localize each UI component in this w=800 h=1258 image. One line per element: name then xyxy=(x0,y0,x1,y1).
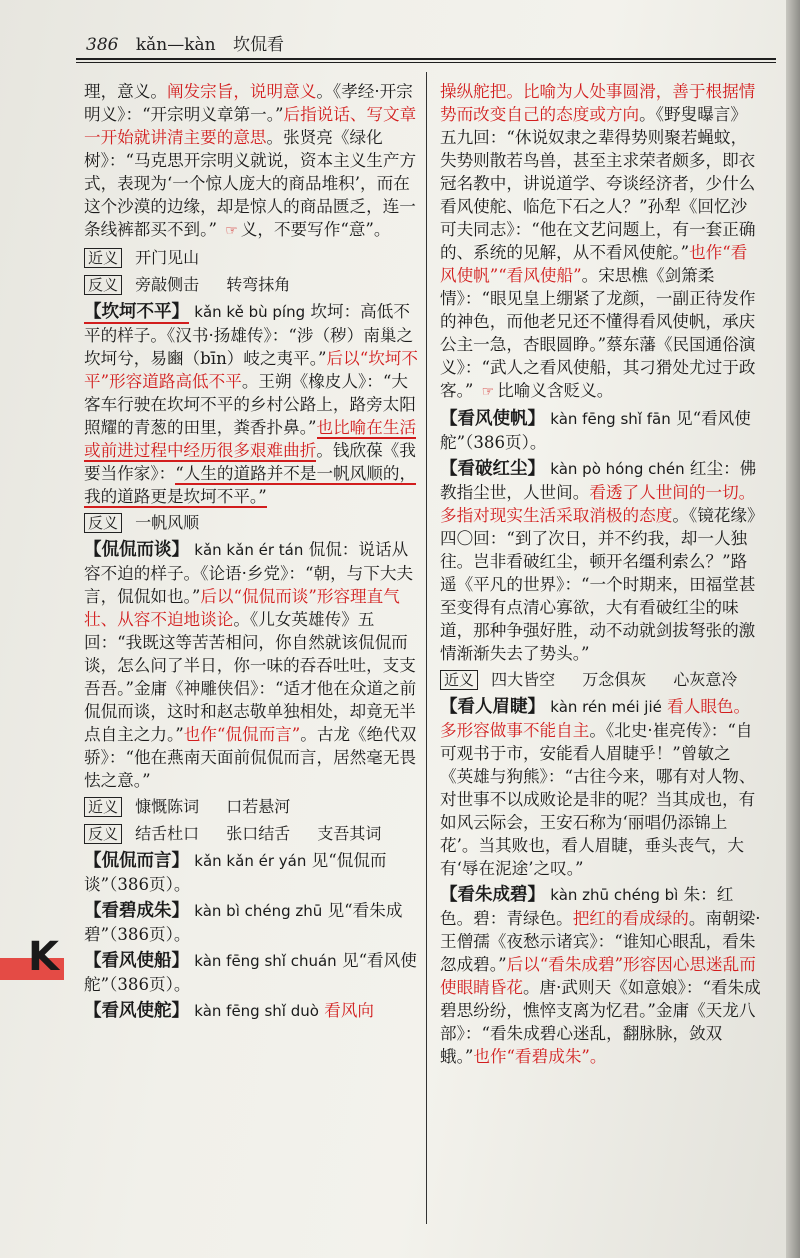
text: 。《儿女英雄传》五回：“我既这等苦苦相问，你自然就该侃侃而谈，怎么问了半日，你一味的吞吞吐吐，支支吾吾。”金庸《神雕侠侣》：“适才他在众道之前侃侃而谈，这时和赵志敬单独相处，却竟无半点自主之力。” xyxy=(84,610,417,744)
synonym-item: 万念俱灰 xyxy=(582,670,647,689)
right-column xyxy=(440,80,762,1220)
synonym-label: 近义 xyxy=(84,248,122,268)
pointing-finger-icon: ☞ xyxy=(481,384,495,400)
antonym-label: 反义 xyxy=(84,513,122,533)
antonym-item: 张口结舌 xyxy=(226,824,291,843)
pinyin: kàn bì chéng zhū xyxy=(194,902,323,920)
red-meaning: 后以“看朱成碧”形容因心思迷乱而使眼睛昏花 xyxy=(440,955,756,997)
pinyin: kǎn kǎn ér tán xyxy=(194,541,304,559)
header-rule xyxy=(76,58,776,60)
text: 。王朔《橡皮人》：“大客车行驶在坎坷不平的乡村公路上，路旁太阳照耀的青葱的田里，粪香扑鼻。” xyxy=(84,372,416,437)
headword: 【看碧成朱】 xyxy=(84,901,189,921)
text: 。宋思樵《剑箫柔情》：“眼见皇上绷紧了龙颜，一副正待发作的神色，而他老兄还不懂得看风使帆，承庆公主一急，杏眼圆睁。”蔡东藩《民国通俗演义》：“武人之看风使船，其刁猾处尤过于政客。” xyxy=(440,266,756,400)
entry-kan-ke-bu-ping xyxy=(84,300,418,508)
synonym-row xyxy=(440,668,762,691)
entry-kan-ren-mei-jie xyxy=(440,695,762,880)
cross-reference: 见“看朱成碧”（386页）。 xyxy=(84,901,403,944)
usage-note: 义，不要写作“意”。 xyxy=(240,220,391,239)
entry-kan-po-hong-chen xyxy=(440,457,762,665)
text: 。唐·武则天《如意娘》：“看朱成碧思纷纷，憔悴支离为忆君。”金庸《天龙八部》：“看朱成碧心迷乱，翻脉脉，敛双蛾。” xyxy=(440,978,761,1066)
antonym-row xyxy=(84,822,418,845)
headword: 【看风使帆】 xyxy=(440,409,545,429)
headword: 【看破红尘】 xyxy=(440,459,545,479)
red-meaning: 把红的看成绿的 xyxy=(572,909,689,928)
synonym-row xyxy=(84,795,418,818)
text: 。南朝梁·王僧孺《夜愁示诸宾》：“谁知心眼乱，看朱忽成碧。” xyxy=(440,909,761,974)
headword: 【侃侃而谈】 xyxy=(84,540,189,560)
entry-kan-feng-shi-chuan xyxy=(84,949,418,996)
antonym-label: 反义 xyxy=(84,824,122,844)
column-divider xyxy=(426,72,427,1224)
text: 。《孝经·开宗明义》：“开宗明义章第一。” xyxy=(84,82,413,124)
pinyin: kǎn kǎn ér yán xyxy=(194,852,307,870)
page-number: 386 xyxy=(86,35,119,55)
text: 红尘：佛教指尘世，人世间。 xyxy=(440,459,757,502)
synonym-label: 近义 xyxy=(84,797,122,817)
entry-kan-bi-cheng-zhu xyxy=(84,899,418,946)
antonym-row xyxy=(84,511,418,534)
thumb-index-letter: K xyxy=(28,934,59,980)
pointing-finger-icon: ☞ xyxy=(225,223,238,239)
pinyin: kàn fēng shǐ duò xyxy=(194,1002,319,1020)
text: 理，意义。 xyxy=(84,82,167,101)
red-meaning: 阐发宗旨，说明意义 xyxy=(166,82,317,101)
text: 侃侃：说话从容不迫的样子。《论语·乡党》：“朝，与下大夫言，侃侃如也。” xyxy=(84,540,414,606)
red-meaning: 也作“看风使帆”“看风使船” xyxy=(440,243,748,285)
pinyin: kàn fēng shǐ chuán xyxy=(194,952,337,970)
pinyin: kàn fēng shǐ fān xyxy=(550,410,671,428)
text: 。钱欣葆《我要当作家》： xyxy=(84,441,416,483)
cross-reference: 见“看风使舵”（386页）。 xyxy=(84,951,417,994)
headword: 【看风使船】 xyxy=(84,951,189,971)
pinyin-range: kǎn—kàn xyxy=(135,35,216,55)
cross-reference: 见“看风使舵”（386页）。 xyxy=(440,409,751,452)
synonym-item: 口若悬河 xyxy=(226,797,291,816)
red-meaning: 看透了人世间的一切。多指对现实生活采取消极的态度 xyxy=(440,483,756,525)
headword: 【看朱成碧】 xyxy=(440,885,545,905)
text: 。《北史·崔亮传》：“自可观书于市，安能看人眉睫乎！”曾敏之《英雄与狗熊》：“古往今来，哪有对人物、对世事不以成败论是非的呢？当其成也，有如风云际会，王安石称为‘丽唱仍添锦上花’。当其败也，看人眉睫，垂头丧气，大有‘辱在泥途’之叹。” xyxy=(440,721,756,878)
antonym-label: 反义 xyxy=(84,275,122,295)
synonym-item: 开门见山 xyxy=(135,248,200,267)
red-meaning: 看人眼色。多形容做事不能自主 xyxy=(440,697,751,740)
red-meaning: 也比喻在生活或前进过程中经历很多艰难曲折 xyxy=(84,418,417,460)
entry-kan-zhu-cheng-bi xyxy=(440,883,762,1068)
headword: 【侃侃而言】 xyxy=(84,851,189,871)
entry-kan-kan-er-tan xyxy=(84,538,418,792)
header-rule-thin xyxy=(76,62,776,63)
text: 坎坷：高低不平的样子。《汉书·扬雄传》：“涉（秽）南巢之坎坷兮，易豳（bīn）岐之夷平。” xyxy=(84,302,414,368)
cross-reference: 见“侃侃而谈”（386页）。 xyxy=(84,851,387,894)
headword: 【看风使舵】 xyxy=(84,1001,189,1021)
running-header xyxy=(86,30,296,55)
text: 。《野叟曝言》五九回：“休说奴隶之辈得势则聚若蝇蚊，失势则散若鸟兽，甚至主求荣者颇多，即衣冠名教中，讲说道学、夸谈经济者，少什么看风使舵、临危下石之人？”孙犁《回忆沙可夫同志》：“他在文艺问题上，有一套正确的、系统的见解，从不看风使舵。” xyxy=(440,105,756,262)
pinyin: kǎn kě bù píng xyxy=(194,303,306,321)
synonym-item: 四大皆空 xyxy=(491,670,556,689)
entry-kan-feng-shi-fan xyxy=(440,407,762,454)
text: 朱：红色。碧：青绿色。 xyxy=(440,885,734,928)
pinyin: kàn pò hóng chén xyxy=(550,460,685,478)
red-meaning: 后指说话、写文章一开始就讲清主要的意思 xyxy=(84,105,417,147)
red-meaning: 后以“侃侃而谈”形容理直气壮、从容不迫地谈论 xyxy=(84,587,400,629)
entry-kan-kan-er-yan xyxy=(84,849,418,896)
entry-continuation xyxy=(84,80,418,243)
pinyin: kàn rén méi jié xyxy=(550,698,662,716)
antonym-item: 支吾其词 xyxy=(317,824,382,843)
antonym-item: 一帆风顺 xyxy=(135,513,200,532)
antonym-item: 转弯抹角 xyxy=(226,275,291,294)
red-meaning: 操纵舵把。比喻为人处事圆滑，善于根据情势而改变自己的态度或方向 xyxy=(440,82,756,124)
antonym-item: 结舌杜口 xyxy=(135,824,200,843)
antonym-row xyxy=(84,273,418,296)
headword: 【坎坷不平】 xyxy=(84,302,189,322)
synonym-item: 慷慨陈词 xyxy=(135,797,200,816)
underlined-quote: “人生的道路并不是一帆风顺的，我的道路更是坎坷不平。” xyxy=(84,464,417,506)
page-edge-shadow xyxy=(786,0,800,1258)
antonym-item: 旁敲侧击 xyxy=(135,275,200,294)
pinyin: kàn zhū chéng bì xyxy=(550,886,679,904)
headword: 【看人眉睫】 xyxy=(440,697,545,717)
header-title: 坎侃看 xyxy=(233,35,285,55)
red-meaning: 也作“看碧成朱”。 xyxy=(473,1047,607,1066)
entry-kan-feng-shi-duo xyxy=(84,999,418,1023)
text: 。张贤亮《绿化树》：“马克思开宗明义就说，资本主义生产方式，表现为‘一个惊人庞大的商品堆积’，而在这个沙漠的边缘，却是惊人的商品匮乏，连一条线裤都买不到。” xyxy=(84,128,417,239)
left-column xyxy=(84,80,418,1220)
red-meaning: 也作“侃侃而言” xyxy=(183,725,301,744)
red-meaning: 后以“坎坷不平”形容道路高低不平 xyxy=(84,349,418,391)
entry-kan-feng-shi-duo-cont xyxy=(440,80,762,404)
synonym-item: 心灰意冷 xyxy=(673,670,738,689)
text: 。古龙《绝代双骄》：“他在燕南天面前侃侃而言，居然毫无畏怯之意。” xyxy=(84,725,417,790)
synonym-row xyxy=(84,246,418,269)
usage-note: 比喻义含贬义。 xyxy=(497,381,614,400)
red-meaning: 看风向 xyxy=(324,1001,375,1020)
text: 。《镜花缘》四〇回：“到了次日，并不约我，却一人独往。岂非看破红尘，顿开名缰利索么？”路遥《平凡的世界》：“一个时期来，田福堂甚至变得有点清心寡欲，大有看破红尘的味道，那种争强好胜，动不动就剑拔弩张的激情渐渐失去了势头。” xyxy=(440,506,756,663)
synonym-label: 近义 xyxy=(440,670,478,690)
